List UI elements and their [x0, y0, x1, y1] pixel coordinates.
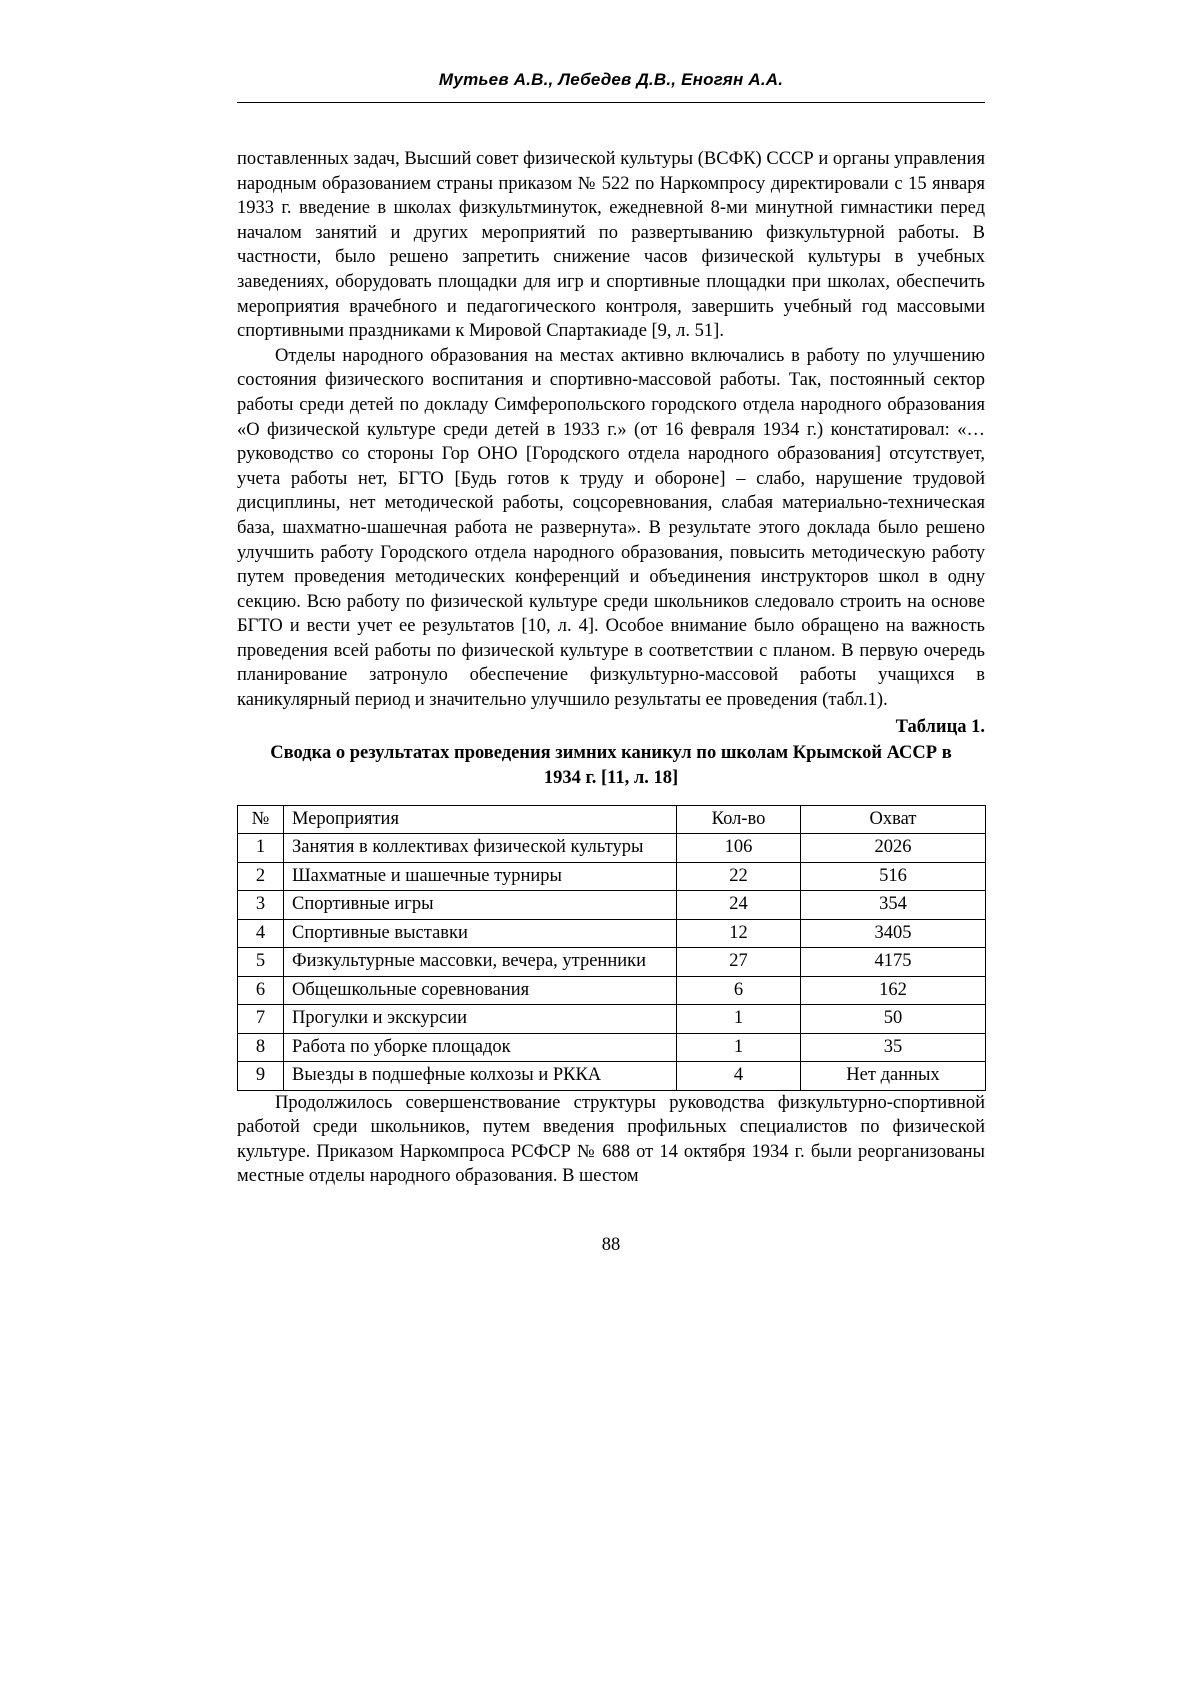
article-body [237, 147, 985, 1258]
table-cell: Работа по уборке площадок [284, 1033, 677, 1062]
table-cell: 5 [238, 948, 284, 977]
table-cell: Прогулки и экскурсии [284, 1005, 677, 1034]
table-cell: 4 [238, 919, 284, 948]
page-number: 88 [601, 1235, 621, 1256]
body-paragraph-1: поставленных задач, Высший совет физической культуры (ВСФК) СССР и органы управления народным образованием страны приказом № 522 по Наркомпросу директировали с 15 января 1933 г. введение в школах физкультминуток, ежедневной 8-ми минутной гимнастики перед началом занятий и других мероприятий по развертыванию физкультурной работы. В частности, было решено запретить снижение часов физической культуры в учебных заведениях, оборудовать площадки для игр и спортивные площадки при школах, обеспечить мероприятия врачебного и педагогического контроля, завершить учебный год массовыми спортивными праздниками к Мировой Спартакиаде [9, л. 51]. [237, 149, 985, 342]
table-cell: Шахматные и шашечные турниры [284, 862, 677, 891]
page-content [237, 0, 985, 1258]
table-row [238, 891, 986, 920]
table-cell: 1 [677, 1033, 801, 1062]
body-paragraph-3: Продолжилось совершенствование структуры руководства физкультурно-спортивной работой среди школьников, путем введения профильных специалистов по физической культуре. Приказом Наркомпроса РСФСР № 688 от 14 октября 1934 г. были реорганизованы местные отделы народного образования. В шестом [237, 1092, 985, 1187]
table-header-event: Мероприятия [284, 805, 677, 834]
table-caption: Сводка о результатах проведения зимних каникул по школам Крымской АССР в 1934 г. [11, л. 18] [270, 742, 952, 788]
table-cell: 35 [801, 1033, 986, 1062]
table-cell: 6 [238, 976, 284, 1005]
table-cell: 50 [801, 1005, 986, 1034]
table-cell: Общешкольные соревнования [284, 976, 677, 1005]
table-row [238, 976, 986, 1005]
table-cell: Выезды в подшефные колхозы и РККА [284, 1062, 677, 1091]
table-cell: 24 [677, 891, 801, 920]
table-cell: Физкультурные массовки, вечера, утренники [284, 948, 677, 977]
table-cell: 3 [238, 891, 284, 920]
header-rule [237, 102, 985, 103]
results-table [237, 805, 986, 1091]
table-cell: 8 [238, 1033, 284, 1062]
table-row [238, 834, 986, 863]
table-header-row [238, 805, 986, 834]
table-cell: 7 [238, 1005, 284, 1034]
table-header-count: Кол-во [677, 805, 801, 834]
table-row [238, 1005, 986, 1034]
table-row [238, 919, 986, 948]
table-cell: 22 [677, 862, 801, 891]
table-cell: 106 [677, 834, 801, 863]
body-paragraph-2: Отделы народного образования на местах активно включались в работу по улучшению состояния физического воспитания и спортивно-массовой работы. Так, постоянный сектор работы среди детей по докладу Симферопольского городского отдела народного образования «О физической культуре среди детей в 1933 г.» (от 16 февраля 1934 г.) констатировал: «… руководство со стороны Гор ОНО [Городского отдела народного образования] отсутствует, учета работы нет, БГТО [Будь готов к труду и обороне] – слабо, нарушение трудовой дисциплины, нет методической работы, соцсоревнования, слабая материально-техническая база, шахматно-шашечная работа не развернута». В результате этого доклада было решено улучшить работу Городского отдела народного образования, повысить методическую работу путем проведения методических конференций и объединения инструкторов школ в одну секцию. Всю работу по физической культуре среди школьников следовало строить на основе БГТО и вести учет ее результатов [10, л. 4]. Особое внимание было обращено на важность проведения всей работы по физической культуре в соответствии с планом. В первую очередь планирование затронуло обеспечение физкультурно-массовой работы учащихся в каникулярный период и значительно улучшило результаты ее проведения (табл.1). [237, 345, 985, 711]
table-cell: 354 [801, 891, 986, 920]
table-cell: Спортивные игры [284, 891, 677, 920]
table-cell: 1 [677, 1005, 801, 1034]
page-header [237, 0, 985, 103]
table-header-num: № [238, 805, 284, 834]
table-cell: 6 [677, 976, 801, 1005]
table-header-reach: Охват [801, 805, 986, 834]
table-cell: 1 [238, 834, 284, 863]
table-cell: 2 [238, 862, 284, 891]
table-row [238, 862, 986, 891]
table-cell: 9 [238, 1062, 284, 1091]
table-cell: Занятия в коллективах физической культуры [284, 834, 677, 863]
table-cell: 2026 [801, 834, 986, 863]
table-cell: Спортивные выставки [284, 919, 677, 948]
table-cell: 4 [677, 1062, 801, 1091]
table-cell: 516 [801, 862, 986, 891]
table-row [238, 1033, 986, 1062]
authors-line: Мутьев А.В., Лебедев Д.В., Еногян А.А. [438, 70, 784, 89]
table-label: Таблица 1. [895, 716, 985, 737]
table-cell: Нет данных [801, 1062, 986, 1091]
table-cell: 27 [677, 948, 801, 977]
table-cell: 4175 [801, 948, 986, 977]
table-cell: 3405 [801, 919, 986, 948]
table-cell: 162 [801, 976, 986, 1005]
table-row [238, 1062, 986, 1091]
table-cell: 12 [677, 919, 801, 948]
table-row [238, 948, 986, 977]
